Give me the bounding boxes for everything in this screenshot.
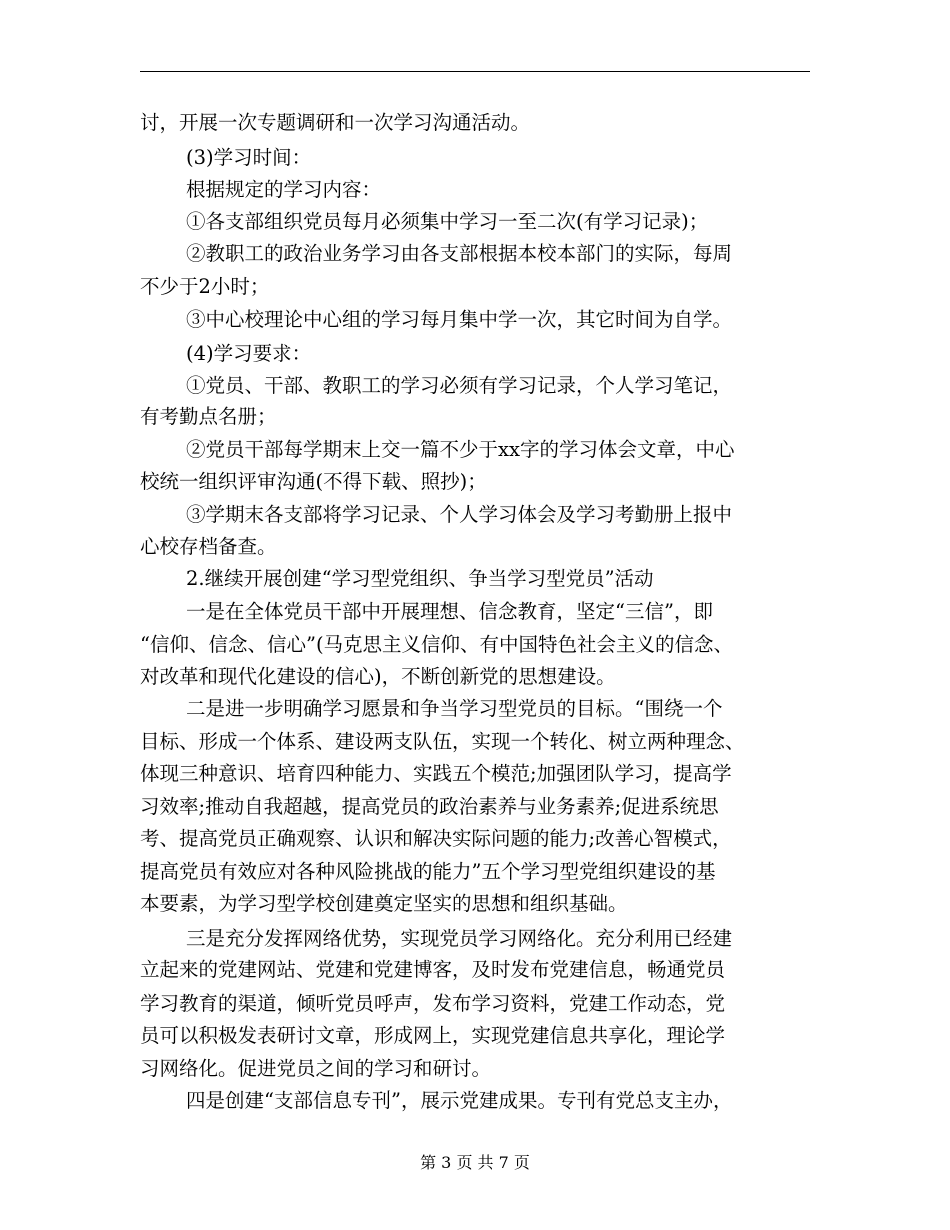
text-line: 二是进一步明确学习愿景和争当学习型党员的目标。“围绕一个 bbox=[186, 697, 723, 720]
text-line: ①党员、干部、教职工的学习必须有学习记录，个人学习笔记， bbox=[186, 374, 733, 397]
text-line: 一是在全体党员干部中开展理想、信念教育，坚定“三信”，即 bbox=[186, 600, 713, 623]
text-line: 根据规定的学习内容： bbox=[186, 178, 382, 201]
text-line: 心校存档备查。 bbox=[140, 535, 277, 558]
text-line: ③学期末各支部将学习记录、个人学习体会及学习考勤册上报中 bbox=[186, 503, 733, 526]
header-rule bbox=[140, 71, 810, 72]
text-line: 体现三种意识、培育四种能力、实践五个模范;加强团队学习，提高学 bbox=[140, 762, 732, 785]
text-line: 对改革和现代化建设的信心)，不断创新党的思想建设。 bbox=[140, 665, 616, 688]
text-line: 员可以积极发表研讨文章，形成网上，实现党建信息共享化，理论学 bbox=[140, 1024, 726, 1047]
text-line: (4)学习要求： bbox=[186, 342, 312, 365]
text-line: “信仰、信念、信心”(马克思主义信仰、有中国特色社会主义的信念、 bbox=[140, 633, 734, 656]
text-line: 校统一组织评审沟通(不得下载、照抄)； bbox=[140, 470, 487, 493]
text-line: 三是充分发挥网络优势，实现党员学习网络化。充分利用已经建 bbox=[186, 927, 733, 950]
text-line: 立起来的党建网站、党建和党建博客，及时发布党建信息，畅通党员 bbox=[140, 958, 726, 981]
text-line: 习效率;推动自我超越，提高党员的政治素养与业务素养;促进系统思 bbox=[140, 795, 719, 818]
text-line: 不少于2小时； bbox=[140, 275, 270, 298]
text-line: 四是创建“支部信息专刊”，展示党建成果。专刊有党总支主办， bbox=[186, 1089, 733, 1112]
text-line: 2.继续开展创建“学习型党组织、争当学习型党员”活动 bbox=[186, 567, 654, 590]
page-number: 第 3 页 共 7 页 bbox=[420, 1153, 530, 1172]
text-line: ③中心校理论中心组的学习每月集中学一次，其它时间为自学。 bbox=[186, 308, 733, 331]
text-line: 本要素，为学习型学校创建奠定坚实的思想和组织基础。 bbox=[140, 892, 628, 915]
text-line: ①各支部组织党员每月必须集中学习一至二次(有学习记录)； bbox=[186, 210, 709, 233]
text-line: 目标、形成一个体系、建设两支队伍，实现一个转化、树立两种理念、 bbox=[140, 730, 745, 753]
text-line: 考、提高党员正确观察、认识和解决实际问题的能力;改善心智模式， bbox=[140, 827, 732, 850]
text-line: (3)学习时间： bbox=[186, 146, 312, 169]
text-line: 有考勤点名册； bbox=[140, 405, 277, 428]
text-line: 习网络化。促进党员之间的学习和研讨。 bbox=[140, 1057, 492, 1080]
text-line: 学习教育的渠道，倾听党员呼声，发布学习资料，党建工作动态，党 bbox=[140, 992, 726, 1015]
text-line: 提高党员有效应对各种风险挑战的能力”五个学习型党组织建设的基 bbox=[140, 860, 716, 883]
text-line: 讨，开展一次专题调研和一次学习沟通活动。 bbox=[140, 111, 531, 134]
text-line: ②党员干部每学期末上交一篇不少于xx字的学习体会文章，中心 bbox=[186, 438, 735, 461]
text-line: ②教职工的政治业务学习由各支部根据本校本部门的实际，每周 bbox=[186, 242, 733, 265]
